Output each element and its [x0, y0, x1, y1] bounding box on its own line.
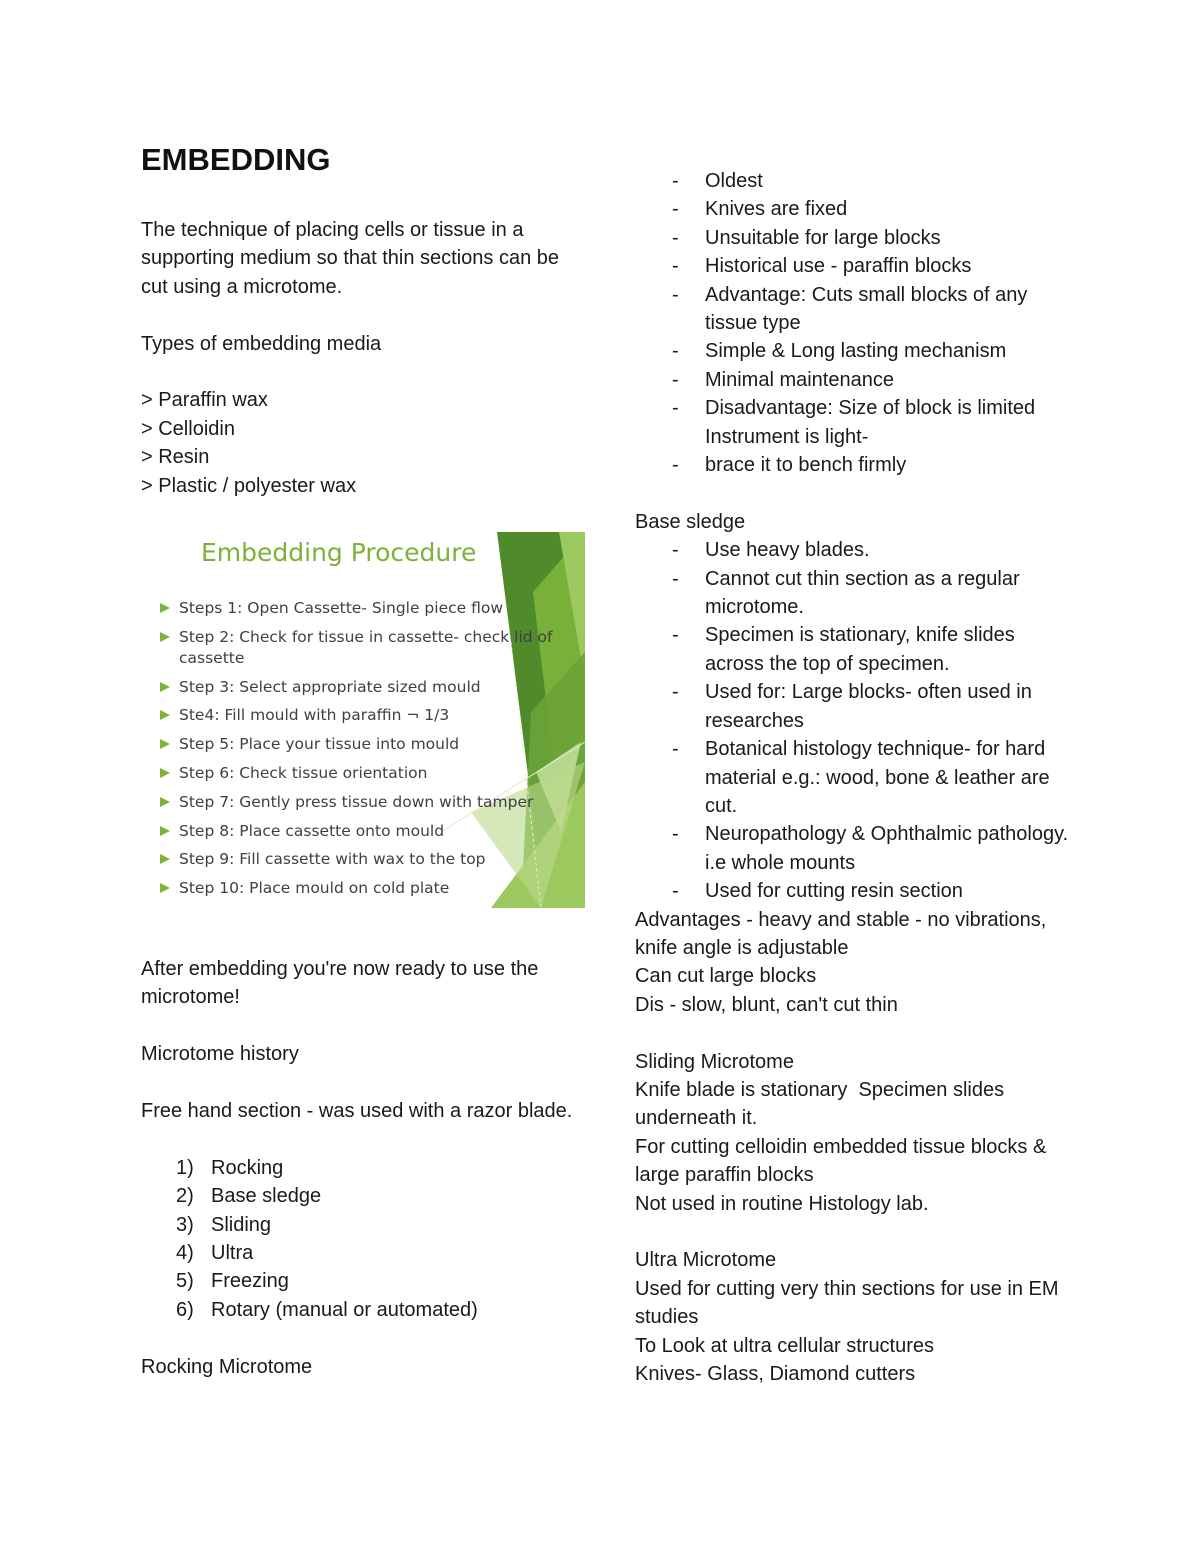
media-item: > Resin [141, 446, 210, 469]
step-item: Step 2: Check for tissue in cassette- check lid of cassette [160, 627, 580, 669]
list-item: - Cannot cut thin section as a regular microtome. [635, 565, 1075, 622]
arrow-bullet-icon [160, 826, 170, 836]
media-heading: Types of embedding media [141, 332, 382, 355]
list-item: 3) Sliding [176, 1213, 272, 1236]
list-item: - Used for: Large blocks- often used in researches [635, 678, 1075, 735]
step-item: Step 9: Fill cassette with wax to the top [160, 849, 580, 870]
free-hand-text: Free hand section - was used with a razor blade. [141, 1100, 573, 1122]
list-item: - Use heavy blades. [635, 536, 1075, 564]
sliding-text: For cutting celloidin embedded tissue blocks & large paraffin blocks [635, 1135, 1052, 1187]
intro-paragraph: The technique of placing cells or tissue in a supporting medium so that thin sections can be cut using a microtome. [141, 219, 565, 298]
arrow-bullet-icon [160, 632, 170, 642]
sliding-heading: Sliding Microtome [635, 1050, 794, 1073]
ultra-heading: Ultra Microtome [635, 1249, 777, 1272]
step-item: Step 3: Select appropriate sized mould [160, 677, 580, 698]
sliding-text: Knife blade is stationary Specimen slides underneath it. [635, 1078, 1010, 1130]
list-item: - brace it to bench firmly [635, 451, 1075, 479]
list-item: - Unsuitable for large blocks [635, 224, 1075, 252]
ultra-text: To Look at ultra cellular structures [635, 1334, 935, 1357]
media-item: > Plastic / polyester wax [141, 474, 357, 497]
media-item: > Paraffin wax [141, 389, 268, 412]
sliding-text: Not used in routine Histology lab. [635, 1192, 929, 1215]
list-item: - Oldest [635, 167, 1075, 195]
arrow-bullet-icon [160, 797, 170, 807]
after-embedding-text: After embedding you're now ready to use the microtome! [141, 958, 544, 1009]
rocking-points-list [635, 167, 1075, 479]
base-sledge-disadvantages: Dis - slow, blunt, can't cut thin [635, 993, 898, 1016]
list-item: - Historical use - paraffin blocks [635, 252, 1075, 280]
list-item: 5) Freezing [176, 1270, 289, 1293]
step-item: Step 7: Gently press tissue down with tamper [160, 792, 580, 813]
step-item: Steps 1: Open Cassette- Single piece flow [160, 598, 580, 619]
history-heading: Microtome history [141, 1043, 299, 1066]
step-item: Ste4: Fill mould with paraffin ¬ 1/3 [160, 705, 580, 726]
list-item: 2) Base sledge [176, 1185, 322, 1208]
slide-title: Embedding Procedure [201, 538, 477, 567]
step-item: Step 5: Place your tissue into mould [160, 734, 580, 755]
base-sledge-large-blocks: Can cut large blocks [635, 965, 817, 988]
arrow-bullet-icon [160, 739, 170, 749]
step-item: Step 6: Check tissue orientation [160, 763, 580, 784]
list-item: - Knives are fixed [635, 195, 1075, 223]
list-item: 6) Rotary (manual or automated) [176, 1298, 478, 1321]
step-item: Step 10: Place mould on cold plate [160, 878, 580, 899]
list-item: - Disadvantage: Size of block is limited Instrument is light- [635, 394, 1075, 451]
list-item: 4) Ultra [176, 1242, 254, 1265]
list-item: - Neuropathology & Ophthalmic pathology. i.e whole mounts [635, 820, 1075, 877]
media-item: > Celloidin [141, 417, 235, 440]
arrow-bullet-icon [160, 603, 170, 613]
list-item: - Minimal maintenance [635, 366, 1075, 394]
embedding-procedure-slide [141, 532, 585, 908]
list-item: - Botanical histology technique- for hard material e.g.: wood, bone & leather are cut. [635, 735, 1075, 820]
base-sledge-heading: Base sledge [635, 510, 746, 533]
arrow-bullet-icon [160, 682, 170, 692]
ultra-text: Used for cutting very thin sections for use in EM studies [635, 1277, 1065, 1329]
rocking-heading: Rocking Microtome [141, 1355, 313, 1378]
base-sledge-points-list [635, 536, 1075, 905]
list-item: - Used for cutting resin section [635, 877, 1075, 905]
procedure-steps [160, 598, 580, 907]
list-item: 1) Rocking [176, 1156, 284, 1179]
step-item: Step 8: Place cassette onto mould [160, 821, 580, 842]
arrow-bullet-icon [160, 854, 170, 864]
list-item: - Simple & Long lasting mechanism [635, 337, 1075, 365]
arrow-bullet-icon [160, 768, 170, 778]
list-item: - Specimen is stationary, knife slides across the top of specimen. [635, 621, 1075, 678]
ultra-text: Knives- Glass, Diamond cutters [635, 1363, 916, 1386]
arrow-bullet-icon [160, 883, 170, 893]
list-item: - Advantage: Cuts small blocks of any tissue type [635, 281, 1075, 338]
arrow-bullet-icon [160, 710, 170, 720]
page-title: EMBEDDING [141, 142, 331, 177]
base-sledge-advantages: Advantages - heavy and stable - no vibrations, knife angle is adjustable [635, 908, 1052, 959]
microtome-types-list [141, 1154, 581, 1324]
